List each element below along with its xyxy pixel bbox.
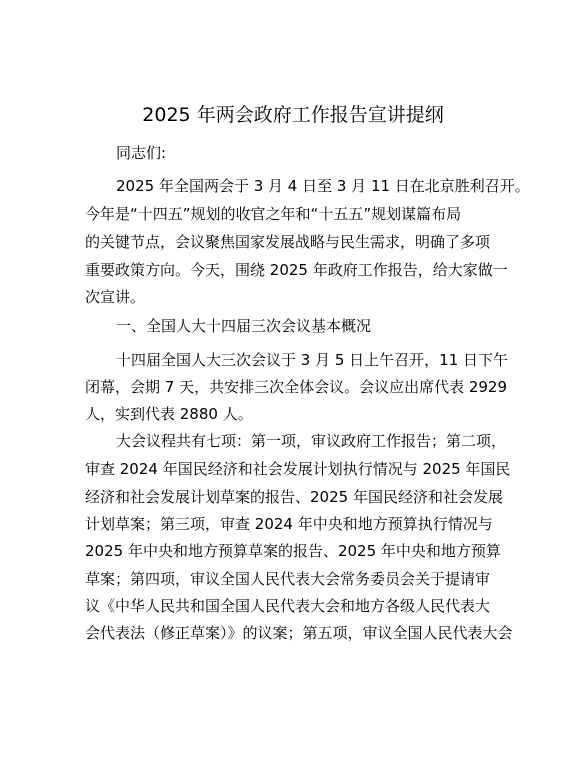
para1-line-1: 十四届全国人大三次会议于 3 月 5 日上午召开，11 日下午 — [116, 351, 509, 369]
para2-line-8: 会代表法（修正草案）》的议案；第五项，审议全国人民代表大会 — [85, 624, 513, 642]
para1-line-2: 闭幕，会期 7 天，共安排三次全体会议。会议应出席代表 2929 — [85, 378, 508, 396]
para2-line-4: 计划草案；第三项，审查 2024 年中央和地方预算执行情况与 — [85, 515, 493, 533]
document-title: 2025 年两会政府工作报告宣讲提纲 — [142, 104, 444, 126]
para2-line-7: 议《中华人民共和国全国人民代表大会和地方各级人民代表大 — [85, 597, 491, 615]
para2-line-5: 2025 年中央和地方预算草案的报告、2025 年中央和地方预算 — [85, 542, 501, 560]
greeting: 同志们: — [116, 144, 167, 162]
section-heading-1: 一、全国人大十四届三次会议基本概况 — [116, 317, 372, 335]
para2-line-6: 草案；第四项，审议全国人民代表大会常务委员会关于提请审 — [85, 570, 491, 588]
para2-line-2: 审查 2024 年国民经济和社会发展计划执行情况与 2025 年国民 — [85, 460, 511, 478]
intro-line-5: 次宣讲。 — [85, 288, 146, 306]
intro-line-4: 重要政策方向。今天，围绕 2025 年政府工作报告，给大家做一 — [85, 261, 508, 279]
para2-line-3: 经济和社会发展计划草案的报告、2025 年国民经济和社会发展 — [85, 488, 503, 506]
para2-line-1: 大会议程共有七项：第一项，审议政府工作报告；第二项， — [116, 432, 507, 450]
intro-line-1: 2025 年全国两会于 3 月 4 日至 3 月 11 日在北京胜利召开。 — [116, 177, 530, 195]
intro-line-2: 今年是“十四五”规划的收官之年和“十五五”规划谋篇布局 — [85, 205, 462, 223]
intro-line-3: 的关键节点，会议聚焦国家发展战略与民生需求，明确了多项 — [85, 233, 491, 251]
para1-line-3: 人，实到代表 2880 人。 — [85, 405, 253, 423]
